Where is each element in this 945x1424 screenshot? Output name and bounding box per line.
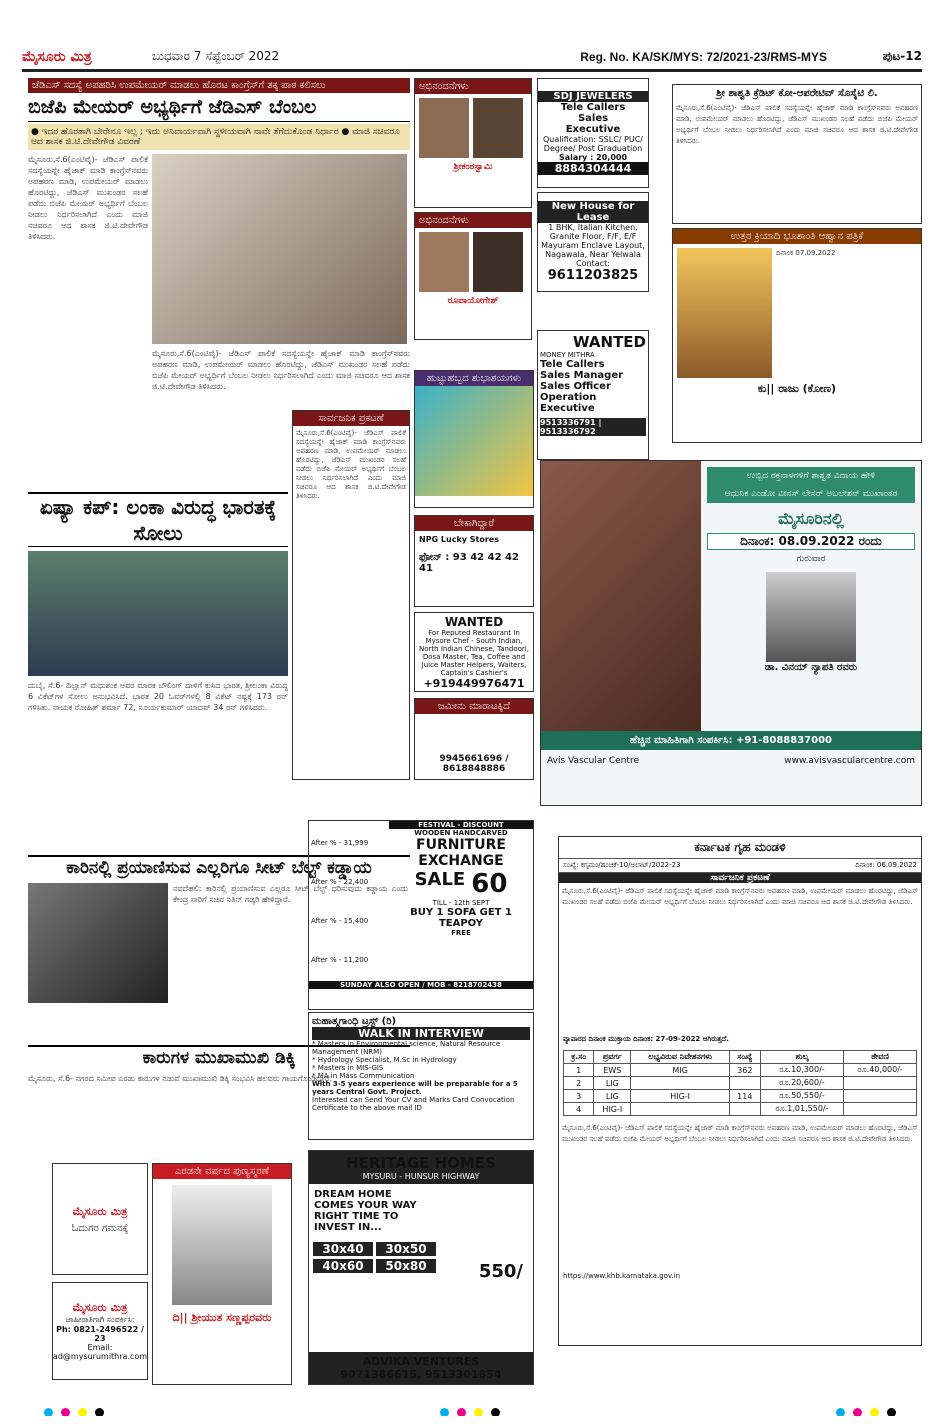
land-sale-ad xyxy=(414,698,534,780)
furniture-sale-ad xyxy=(308,820,534,1010)
notice-title: ಸಾರ್ವಜನಿಕ ಪ್ರಕಟಣೆ xyxy=(293,411,409,426)
ad-brand: ADVIKA VENTURES xyxy=(362,1355,480,1368)
story-subhead: ● ಇದರ ಹೊರತಾಗಿ ಬೇರೇನೂ ಇಲ್ಲ ; ಇದು ಅನಿವಾರ್ಯವಾಗಿ ಸ್ಥಳೀಯವಾಗಿ ನಾವೇ ತೆಗೆದುಕೊಂಡ ನಿರ್ಧಾರ ● ಮಾಜಿ ಸಚಿವರೂ ಆದ ಶಾಸಕ ಜಿ.ಟಿ.ದೇವೇಗೌಡ ವಿವರಣೆ xyxy=(28,124,410,150)
ad-name: ಶ್ರೀಕಂಠಸ್ವಾಮಿ xyxy=(453,162,493,172)
mitra-sub: ಓದುಗರ ಗಮನಕ್ಕೆ xyxy=(71,1222,129,1234)
ad-line: Tele Callers xyxy=(560,102,626,113)
ad-title: ಉತ್ತರ ಕ್ರಿಯಾದಿ ಭೂಶಾಂತಿ ಆಹ್ವಾನ ಪತ್ರಿಕೆ xyxy=(673,229,921,244)
discount-value: 60 xyxy=(471,869,508,899)
offer-free: FREE xyxy=(451,929,471,937)
birthday-photo xyxy=(415,386,533,496)
ad-line: EXCHANGE xyxy=(418,853,504,869)
ad-title: New House for Lease xyxy=(538,201,648,223)
ad-title: WALK IN INTERVIEW xyxy=(312,1027,530,1040)
portrait-photo xyxy=(677,248,772,378)
story-body: ಮೈಸೂರು,ಸೆ.6(ಎಂಟಿವೈ)- ಜೆಡಿಎಸ್ ಪಾಲಿಕೆ ಸದಸ್ಯೆಯನ್ನೇ ಹೈಜಾಕ್ ಮಾಡಿ ಕಾಂಗ್ರೆಸ್‌ನವರು ಅಪಹರಣ ಮಾಡಿ, ಉಪಮೇಯರ್ ಮಾಡಲು ಹೊರಟಿದ್ದು, ಜೆಡಿಎಸ್ ಮುಖಂಡರ ಸಲಹೆ ಪಡೆದು ಬಿಜೆಪಿ ಮೇಯರ್ ಅಭ್ಯರ್ಥಿಗೆ ಬೆಂಬಲ ನೀಡಲು ನಿರ್ಧರಿಸಲಾಗಿದೆ ಎಂದು ಮಾಜಿ ಸಚಿವರೂ ಆದ ಶಾಸಕ ಜಿ.ಟಿ.ದೇವೇಗೌಡ ತಿಳಿಸಿದರು. xyxy=(28,155,148,241)
ad-title: ಜಮೀನು ಮಾರಾಟಕ್ಕಿದೆ xyxy=(415,699,533,714)
congratulations-ad-1 xyxy=(414,78,532,208)
ad-spacer xyxy=(415,714,533,754)
ad-title: ಹುಟ್ಟುಹಬ್ಬದ ಶುಭಾಶಯಗಳು xyxy=(415,371,533,386)
mitra-contact-ad xyxy=(52,1282,148,1380)
ad-title: ಬೇಕಾಗಿದ್ದಾರೆ xyxy=(415,516,533,531)
mitra-phone: Ph: 0821-2496522 / 23 xyxy=(56,1325,144,1343)
punya-title: ಎರಡನೇ ವರ್ಷದ ಪುಣ್ಯಸ್ಮರಣೆ xyxy=(153,1164,291,1179)
page-number: ಪುಟ-12 xyxy=(882,49,922,63)
ad-item: * Hydrology Specialist, M.Sc in Hydrology xyxy=(312,1056,457,1064)
allotment-table: ಕ್ರ.ಸಂ ಪ್ರವರ್ಗ ಲಭ್ಯವಿರುವ ನಿವೇಶನಗಳು ಸಂಖ್ಯೆ ಶುಲ್ಕ ಠೇವಣಿ 1 EWS MIG 362 ರೂ.10,300/- ರೂ.40,000/- 2 LIG ರೂ.20,600/- 3 LIG HIG-I 114 ರೂ.50,550/- 4 HIG-I ರೂ.1,01,550/- xyxy=(563,1050,917,1116)
story-body-cont: ಮೈಸೂರು,ಸೆ.6(ಎಂಟಿವೈ)- ಜೆಡಿಎಸ್ ಪಾಲಿಕೆ ಸದಸ್ಯೆಯನ್ನೇ ಹೈಜಾಕ್ ಮಾಡಿ ಕಾಂಗ್ರೆಸ್‌ನವರು ಅಪಹರಣ ಮಾಡಿ, ಉಪಮೇಯರ್ ಮಾಡಲು ಹೊರಟಿದ್ದು, ಜೆಡಿಎಸ್ ಮುಖಂಡರ ಸಲಹೆ ಪಡೆದು ಬಿಜೆಪಿ ಮೇಯರ್ ಅಭ್ಯರ್ಥಿಗೆ ಬೆಂಬಲ ನೀಡಲು ನಿರ್ಧರಿಸಲಾಗಿದೆ ಎಂದು ಮಾಜಿ ಸಚಿವರೂ ಆದ ಶಾಸಕ ಜಿ.ಟಿ.ದೇವೇಗೌಡ ತಿಳಿಸಿದರು. xyxy=(152,349,410,391)
ad-line: Executive xyxy=(565,124,621,135)
ad-title: WANTED xyxy=(444,614,504,629)
house-lease-ad xyxy=(537,192,649,292)
notice-body: ಮೈಸೂರು,ಸೆ.6(ಎಂಟಿವೈ)- ಜೆಡಿಎಸ್ ಪಾಲಿಕೆ ಸದಸ್ಯೆಯನ್ನೇ ಹೈಜಾಕ್ ಮಾಡಿ ಕಾಂಗ್ರೆಸ್‌ನವರು ಅಪಹರಣ ಮಾಡಿ, ಉಪಮೇಯರ್ ಮಾಡಲು ಹೊರಟಿದ್ದು, ಜೆಡಿಎಸ್ ಮುಖಂಡರ ಸಲಹೆ ಪಡೆದು ಬಿಜೆಪಿ ಮೇಯರ್ ಅಭ್ಯರ್ಥಿಗೆ ಬೆಂಬಲ ನೀಡಲು ನಿರ್ಧರಿಸಲಾಗಿದೆ ಎಂದು ಮಾಜಿ ಸಚಿವರೂ ಆದ ಶಾಸಕ ಜಿ.ಟಿ.ದೇವೇಗೌಡ ತಿಳಿಸಿದರು. xyxy=(296,429,406,500)
avis-vascular-ad xyxy=(540,460,922,806)
sale-label: SALE xyxy=(414,869,466,890)
ad-item: * Masters in Environmental science, Natural Resource Management (NRM) xyxy=(312,1040,501,1056)
plot-size: 30x50 xyxy=(376,1242,436,1256)
ad-phone[interactable]: 9611203825 xyxy=(547,268,639,283)
notice-web[interactable]: https://www.khb.karnataka.gov.in xyxy=(563,1272,681,1280)
story-headline: ಬಿಜೆಪಿ ಮೇಯರ್ ಅಭ್ಯರ್ಥಿಗೆ ಜೆಡಿಎಸ್ ಬೆಂಬಲ xyxy=(28,93,410,122)
offer: BUY 1 SOFA GET 1 TEAPOY xyxy=(410,907,512,929)
ad-phone[interactable]: 9513336791 | 9513336792 xyxy=(540,418,646,436)
ad-salary: Salary : 20,000 xyxy=(558,153,628,162)
doctor-photo xyxy=(766,572,856,662)
congratulations-ad-2 xyxy=(414,212,532,340)
table-row: 3 LIG HIG-I 114 ರೂ.50,550/- xyxy=(564,1090,917,1103)
ad-role: Sales Manager xyxy=(540,370,624,381)
cricket-photo xyxy=(28,551,288,676)
ad-title: ಅಭಿನಂದನೆಗಳು xyxy=(415,213,531,228)
mitra-title: ಮೈಸೂರು ಮಿತ್ರ xyxy=(72,1301,128,1314)
ad-line: Sales xyxy=(577,113,609,124)
header-date: ಬುಧವಾರ 7 ಸೆಪ್ಟೆಂಬರ್ 2022 xyxy=(152,49,280,63)
ad-brand: MONEY MITHRA xyxy=(540,351,595,359)
ad-line: WOODEN HANDCARVED xyxy=(414,829,508,837)
story-asia-cup xyxy=(28,492,288,852)
public-notice xyxy=(292,410,410,780)
ad-line: ಉಬ್ಬಿದ ರಕ್ತನಾಳಗಳಿಗೆ ಶಾಶ್ವತ ವಿದಾಯ ಹೇಳಿ xyxy=(707,467,915,485)
sdj-jewelers-ad xyxy=(537,78,649,188)
plot-size: 50x80 xyxy=(376,1259,436,1273)
price-tag: After % - 15,400 xyxy=(311,916,369,925)
ad-line: ಆಧುನಿಕ ಎಂಡೋ ವೀನಸ್ ಲೇಸರ್ ಅಬಲೇಶನ್ ಮುಖಾಂತರ xyxy=(707,485,915,503)
ad-title: WANTED xyxy=(573,333,646,351)
ad-role: Sales Officer xyxy=(540,381,611,392)
ad-experience: With 3-5 years experience will be preparable for a 5 years Central Govt. Project. xyxy=(312,1080,518,1096)
wanted-npg-ad xyxy=(414,515,534,607)
ad-phone[interactable]: ಫೋನ್ : 93 42 42 42 41 xyxy=(419,552,519,574)
ad-date: ದಿನಾಂಕ: 06.09.2022 xyxy=(855,861,917,869)
ad-qualification: Qualification: SSLC/ PUC/ Degree/ Post Graduation xyxy=(542,135,643,153)
ad-day: ಗುರುವಾರ xyxy=(796,554,826,564)
ad-phone[interactable]: 9071386615, 9513301854 xyxy=(340,1368,502,1381)
ad-title: SDJ JEWELERS xyxy=(538,91,648,102)
ad-title: ಕರ್ನಾಟಕ ಗೃಹ ಮಂಡಳಿ xyxy=(694,840,786,854)
heritage-homes-ad xyxy=(308,1150,534,1385)
story-body: ದುಬೈ, ಸೆ.6- ದಿಲ್ಷಾನ್ ಮಧುಶಂಕ ಅವರ ಮಾರಕ ಬೌಲಿಂಗ್ ದಾಳಿಗೆ ಕುಸಿದ ಭಾರತ, ಶ್ರೀಲಂಕಾ ವಿರುದ್ಧ 6 ವಿಕೆಟ್‌ಗಳ ಸೋಲು ಅನುಭವಿಸಿದೆ. ಭಾರತ 20 ಓವರ್‌ಗಳಲ್ಲಿ 8 ವಿಕೆಟ್ ನಷ್ಟಕ್ಕೆ 173 ರನ್ ಗಳಿಸಿತು. ನಾಯಕ ರೋಹಿತ್ ಶರ್ಮಾ 72, ಸೂರ್ಯಕುಮಾರ್ ಯಾದವ್ 34 ರನ್ ಗಳಿಸಿದರು. xyxy=(28,681,288,712)
ad-contact[interactable]: ಹೆಚ್ಚಿನ ಮಾಹಿತಿಗಾಗಿ ಸಂಪರ್ಕಿಸಿ: +91-8088837000 xyxy=(541,731,921,750)
notice-body: ಮೈಸೂರು,ಸೆ.6(ಎಂಟಿವೈ)- ಜೆಡಿಎಸ್ ಪಾಲಿಕೆ ಸದಸ್ಯೆಯನ್ನೇ ಹೈಜಾಕ್ ಮಾಡಿ ಕಾಂಗ್ರೆಸ್‌ನವರು ಅಪಹರಣ ಮಾಡಿ, ಉಪಮೇಯರ್ ಮಾಡಲು ಹೊರಟಿದ್ದು, ಜೆಡಿಎಸ್ ಮುಖಂಡರ ಸಲಹೆ ಪಡೆದು ಬಿಜೆಪಿ ಮೇಯರ್ ಅಭ್ಯರ್ಥಿಗೆ ಬೆಂಬಲ ನೀಡಲು ನಿರ್ಧರಿಸಲಾಗಿದೆ ಎಂದು ಮಾಜಿ ಸಚಿವರೂ ಆದ ಶಾಸಕ ಜಿ.ಟಿ.ದೇವೇಗೌಡ ತಿಳಿಸಿದರು. xyxy=(562,887,918,906)
sale-till: TILL - 12th SEPT xyxy=(432,899,490,907)
ad-role: Tele Callers xyxy=(540,359,605,370)
plot-size: 30x40 xyxy=(313,1242,373,1256)
ad-name: ರೂಪಾಯೋಗೇಶ್ xyxy=(447,296,499,306)
housing-board-notice xyxy=(558,836,922,1346)
trust-name: ಮಹಾತ್ಮಗಾಂಧಿ ಟ್ರಸ್ಟ್ (ರಿ) xyxy=(312,1016,397,1027)
notice-heading: ಸಾರ್ವಜನಿಕ ಪ್ರಕಟಣೆ xyxy=(559,873,921,883)
print-registration-marks xyxy=(40,1402,900,1416)
ad-cv: Interested can Send Your CV and Marks Card Convocation Certificate to the above mail ID xyxy=(312,1096,515,1112)
ad-line: FESTIVAL - DISCOUNT xyxy=(389,821,533,829)
legs-photo xyxy=(541,461,701,731)
ad-web[interactable]: www.avisvascularcentre.com xyxy=(784,756,915,766)
page-header xyxy=(22,44,922,72)
ad-phone[interactable]: 8884304444 xyxy=(538,162,648,175)
table-row: 4 HIG-I ರೂ.1,01,550/- xyxy=(564,1103,917,1116)
table-row: 2 LIG ರೂ.20,600/- xyxy=(564,1077,917,1090)
restaurant-wanted-ad xyxy=(414,612,534,692)
ad-item: * MA in Mass Communication xyxy=(312,1072,415,1080)
doctor-name: ಡಾ. ವಿನಯ್ ನ್ಯಾಪತಿ ರವರು xyxy=(764,662,858,673)
story-kicker: ಜೆಡಿಎಸ್ ಸದಸ್ಯೆ ಅಪಹರಿಸಿ ಉಪಮೇಯರ್ ಮಾಡಲು ಹೊರಟ ಕಾಂಗ್ರೆಸ್‌ಗೆ ತಕ್ಕ ಪಾಠ ಕಲಿಸಲು xyxy=(28,78,410,93)
ad-name: ಕು|| ರಾಜು (ಕೋಣ) xyxy=(757,382,837,395)
ad-contact-label: Contact: xyxy=(576,259,610,268)
ad-brand: Avis Vascular Centre xyxy=(547,756,639,766)
table-row: 1 EWS MIG 362 ರೂ.10,300/- ರೂ.40,000/- xyxy=(564,1064,917,1077)
ad-body: For Reputed Restaurant In Mysore Chef - South Indian, North Indian Chinese, Tandoori, Dosa Master, Tea, Coffee and Juice Master Helpers, Waiters, Captain's Cashier's xyxy=(419,628,529,677)
ad-role: Operation Executive xyxy=(540,392,597,414)
politician-photo xyxy=(152,154,407,344)
plot-size: 40x60 xyxy=(313,1259,373,1273)
story-headline: ಕಾರಿನಲ್ಲಿ ಪ್ರಯಾಣಿಸುವ ಎಲ್ಲರಿಗೂ ಸೀಟ್ ಬೆಲ್ಟ್ ಕಡ್ಡಾಯ xyxy=(28,855,410,879)
mitra-notice-ad xyxy=(52,1163,148,1275)
punya-name: ದಿ|| ಶ್ರೀಯುತ ಸಣ್ಣಪ್ಪರವರು xyxy=(172,1311,272,1324)
mitra-email: Email: ad@mysurumithra.com xyxy=(52,1343,148,1361)
ad-tagline: DREAM HOME COMES YOUR WAY RIGHT TIME TO INVEST IN... xyxy=(314,1189,417,1233)
ad-phone[interactable]: +919449976471 xyxy=(423,676,525,690)
walkin-interview-ad xyxy=(308,1012,534,1140)
credit-society-notice xyxy=(672,84,922,224)
ad-body: 1 BHK, Italian Kitchen, Granite Floor, F/F, E/F Mayuram Enclave Layout, Nagawala, Near Yelwala xyxy=(541,223,645,259)
money-mithra-wanted-ad xyxy=(537,330,649,460)
price-tag: After % - 11,200 xyxy=(311,955,369,964)
notice-body-2: ಮೈಸೂರು,ಸೆ.6(ಎಂಟಿವೈ)- ಜೆಡಿಎಸ್ ಪಾಲಿಕೆ ಸದಸ್ಯೆಯನ್ನೇ ಹೈಜಾಕ್ ಮಾಡಿ ಕಾಂಗ್ರೆಸ್‌ನವರು ಅಪಹರಣ ಮಾಡಿ, ಉಪಮೇಯರ್ ಮಾಡಲು ಹೊರಟಿದ್ದು, ಜೆಡಿಎಸ್ ಮುಖಂಡರ ಸಲಹೆ ಪಡೆದು ಬಿಜೆಪಿ ಮೇಯರ್ ಅಭ್ಯರ್ಥಿಗೆ ಬೆಂಬಲ ನೀಡಲು ನಿರ್ಧರಿಸಲಾಗಿದೆ ಎಂದು ಮಾಜಿ ಸಚಿವರೂ ಆದ ಶಾಸಕ ಜಿ.ಟಿ.ದೇವೇಗೌಡ ತಿಳಿಸಿದರು. xyxy=(562,1124,918,1143)
ad-title: ಅಭಿನಂದನೆಗಳು xyxy=(415,79,531,94)
ad-ref: ಸಂಖ್ಯೆ: ಕಗೃಮಂ/ಹಂಚಿಕೆ-10/ಅಲಾಟ್/2022-23 xyxy=(563,861,681,869)
price-tag: After % - 22,400 xyxy=(311,877,369,886)
story-headline: ಕಾರುಗಳ ಮುಖಾಮುಖಿ ಡಿಕ್ಕಿ xyxy=(28,1045,410,1069)
notice-deadline: ವ್ಯಾಪಾರದ ದಿನಾಂಕ ಮುಕ್ತಾಯ ದಿನಾಂಕ: 27-09-2022 ಆಗಿರುತ್ತದೆ. xyxy=(563,1035,729,1043)
punyasmarane-ad xyxy=(152,1163,292,1385)
ad-phone[interactable]: 9945661696 / 8618848886 xyxy=(439,754,509,774)
notice-body: ಮೈಸೂರು,ಸೆ.6(ಎಂಟಿವೈ)- ಜೆಡಿಎಸ್ ಪಾಲಿಕೆ ಸದಸ್ಯೆಯನ್ನೇ ಹೈಜಾಕ್ ಮಾಡಿ ಕಾಂಗ್ರೆಸ್‌ನವರು ಅಪಹರಣ ಮಾಡಿ, ಉಪಮೇಯರ್ ಮಾಡಲು ಹೊರಟಿದ್ದು, ಜೆಡಿಎಸ್ ಮುಖಂಡರ ಸಲಹೆ ಪಡೆದು ಬಿಜೆಪಿ ಮೇಯರ್ ಅಭ್ಯರ್ಥಿಗೆ ಬೆಂಬಲ ನೀಡಲು ನಿರ್ಧರಿಸಲಾಗಿದೆ ಎಂದು ಮಾಜಿ ಸಚಿವರೂ ಆದ ಶಾಸಕ ಜಿ.ಟಿ.ದೇವೇಗೌಡ ತಿಳಿಸಿದರು. xyxy=(676,104,918,145)
ad-date: ದಿನಾಂಕ: 08.09.2022 ರಂದು xyxy=(707,533,915,550)
ad-brand: NPG Lucky Stores xyxy=(419,535,499,544)
mitra-title: ಮೈಸೂರು ಮಿತ್ರ xyxy=(72,1204,128,1218)
obituary-invite-ad xyxy=(672,228,922,443)
masthead: ಮೈಸೂರು ಮಿತ್ರ xyxy=(22,48,92,65)
ad-title: ಶ್ರೀ ಶಾಶ್ವತಿ ಕ್ರೆಡಿಟ್ ಕೋ-ಆಪರೇಟಿವ್ ಸೊಸೈಟಿ ಲಿ. xyxy=(716,88,878,99)
birthday-ad xyxy=(414,370,534,508)
ad-item: * Masters in MIS-GIS xyxy=(312,1064,384,1072)
story-body: ಮೈಸೂರು, ಸೆ.6- ನಗರದ ಸಮೀಪ ಎರಡು ಕಾರುಗಳ ನಡುವೆ ಮುಖಾಮುಖಿ ಡಿಕ್ಕಿ ಸಂಭವಿಸಿ ಹಲವರು ಗಾಯಗೊಂಡಿದ್ದಾರೆ. xyxy=(28,1074,332,1083)
ad-sub: MYSURU - HUNSUR HIGHWAY xyxy=(362,1172,480,1181)
price-per-sqft: 550/ xyxy=(478,1261,523,1282)
ad-city: ಮೈಸೂರಿನಲ್ಲಿ xyxy=(778,509,844,528)
price-tag: After % - 31,999 xyxy=(311,838,369,847)
mitra-sub: ಜಾಹೀರಾತಿಗಾಗಿ ಸಂಪರ್ಕಿಸಿ: xyxy=(65,1315,135,1324)
story-body: ನವದೆಹಲಿ: ಕಾರಿನಲ್ಲಿ ಪ್ರಯಾಣಿಸುವ ಎಲ್ಲರೂ ಸೀಟ್ ಬೆಲ್ಟ್ ಧರಿಸುವುದು ಕಡ್ಡಾಯ ಎಂದು ಕೇಂದ್ರ ಸಾರಿಗೆ ಸಚಿವ ನಿತಿನ್ ಗಡ್ಕರಿ ಹೇಳಿದ್ದಾರೆ. xyxy=(173,884,408,904)
ad-contact[interactable]: SUNDAY ALSO OPEN / MOB - 8218702438 xyxy=(309,981,533,989)
ad-title: HERITAGE HOMES xyxy=(346,1154,496,1172)
ad-line: FURNITURE xyxy=(416,837,506,853)
story-headline: ಏಷ್ಯಾ ಕಪ್: ಲಂಕಾ ವಿರುದ್ಧ ಭಾರತಕ್ಕೆ ಸೋಲು xyxy=(28,492,288,547)
seatbelt-photo xyxy=(28,883,168,1003)
ad-body: ದಿನಾಂಕ 07.09.2022 xyxy=(776,249,836,257)
registration-number: Reg. No. KA/SK/MYS: 72/2021-23/RMS-MYS xyxy=(580,49,827,64)
portrait-photo xyxy=(172,1185,272,1305)
